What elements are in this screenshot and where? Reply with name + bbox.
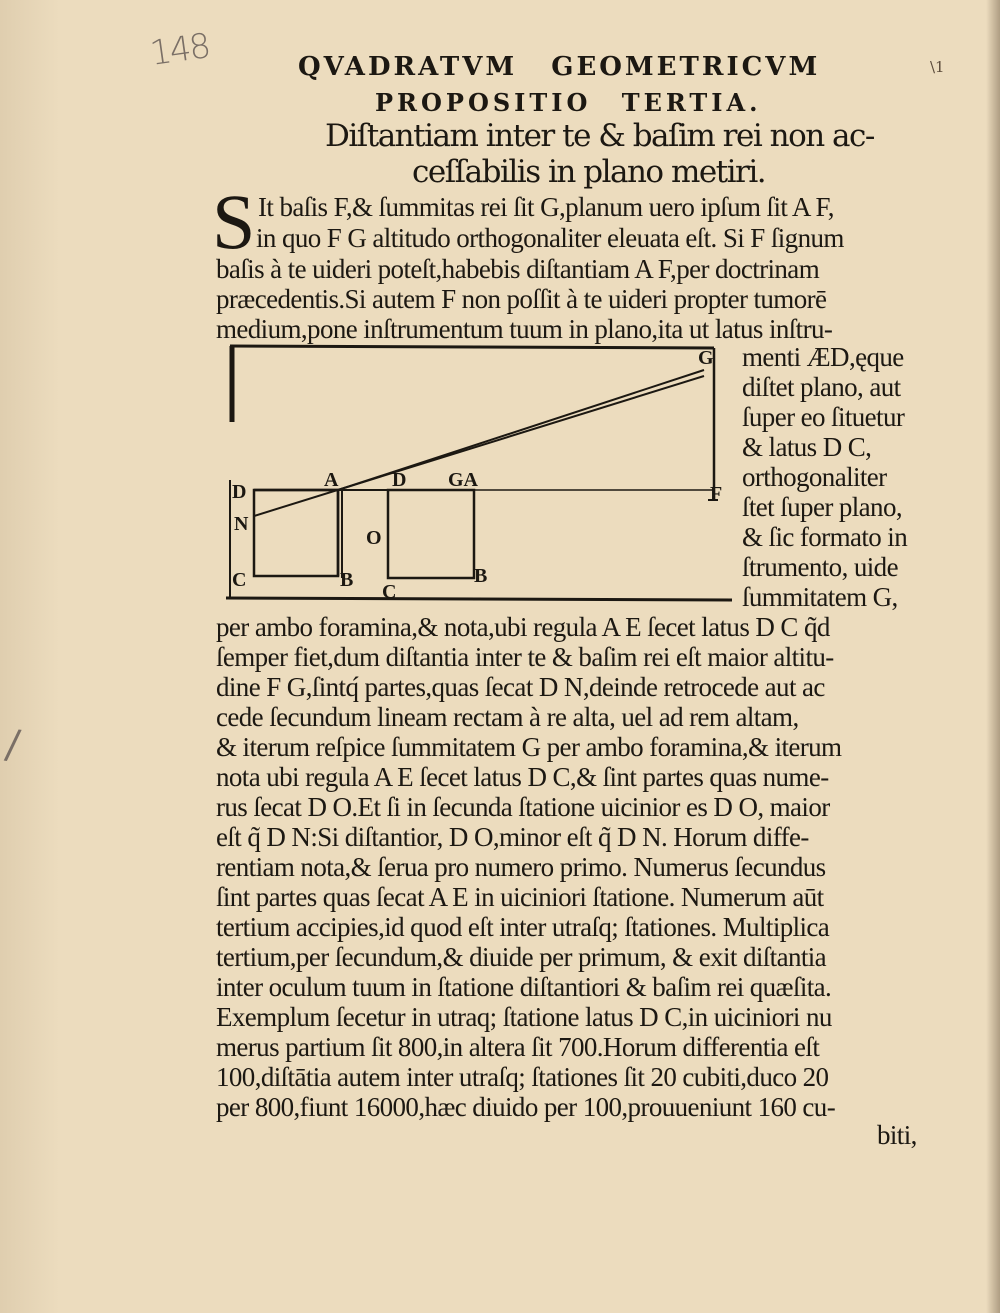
body-line: dine F G,ſintq́ partes,quas ſecat D N,deinde retrocede aut ac bbox=[216, 672, 825, 702]
intro-line: in quo F G altitudo orthogonaliter eleuata eſt. Si F ſignum bbox=[256, 223, 844, 253]
running-head: QVADRATVM GEOMETRICVM bbox=[298, 52, 821, 82]
geometric-figure bbox=[218, 340, 738, 608]
label-f: F bbox=[710, 483, 723, 505]
body-line: tertium,per ſecundum,& diuide per primum, & exit diſtantia bbox=[216, 942, 827, 972]
side-line: & ſic formato in bbox=[742, 522, 908, 552]
instrument-right bbox=[388, 490, 474, 578]
label-n: N bbox=[234, 513, 249, 535]
label-a: A bbox=[324, 469, 339, 491]
body-line: cede ſecundum lineam rectam à re alta, uel ad rem altam, bbox=[216, 702, 799, 732]
body-line: per 800,fiunt 16000,hæc diuido per 100,prouueniunt 160 cu- bbox=[216, 1092, 836, 1122]
proposition-title: PROPOSITIO TERTIA. bbox=[375, 88, 762, 117]
side-line: ſummitatem G, bbox=[742, 582, 898, 612]
body-line: & iterum reſpice ſummitatem G per ambo foramina,& iterum bbox=[216, 732, 842, 762]
side-line: ſtrumento, uide bbox=[742, 552, 898, 582]
drop-cap: S bbox=[212, 178, 256, 265]
label-o: O bbox=[366, 527, 382, 549]
body-line: per ambo foramina,& nota,ubi regula A E ſecet latus D C q̃d bbox=[216, 612, 830, 642]
side-line: ſtet ſuper plano, bbox=[742, 492, 903, 522]
body-line: ſint partes quas ſecat A E in uiciniori ſtatione. Numerum aūt bbox=[216, 882, 824, 912]
ground-line bbox=[226, 598, 732, 600]
top-line bbox=[230, 346, 714, 348]
label-b-left: B bbox=[340, 569, 354, 591]
side-line: ſuper eo ſituetur bbox=[742, 402, 905, 432]
body-line: rentiam nota,& ſerua pro numero primo. Numerus ſecundus bbox=[216, 852, 826, 882]
label-c-mid: C bbox=[382, 581, 397, 603]
heading-line-1: Diſtantiam inter te & baſim rei non ac- bbox=[325, 118, 874, 154]
side-line: & latus D C, bbox=[742, 432, 872, 462]
intro-line: baſis à te uideri poteſt,habebis diſtantiam A F,per doctrinam bbox=[216, 254, 820, 284]
side-line: diſtet plano, aut bbox=[742, 372, 901, 402]
quadrant-diagram bbox=[218, 340, 738, 608]
label-ga: GA bbox=[448, 469, 478, 491]
body-line: ſemper fiet,dum diſtantia inter te & baſim rei eſt maior altitu- bbox=[216, 642, 834, 672]
catchword: biti, bbox=[877, 1120, 917, 1150]
corner-mark: \1 bbox=[930, 58, 945, 76]
intro-line: medium,pone inſtrumentum tuum in plano,ita ut latus inſtru- bbox=[216, 314, 833, 344]
body-line: nota ubi regula A E ſecet latus D C,& ſint partes quas nume- bbox=[216, 762, 829, 792]
intro-line: It baſis F,& ſummitas rei ſit G,planum uero ipſum ſit A F, bbox=[258, 192, 834, 222]
intro-line: præcedentis.Si autem F non poſſit à te uideri propter tumorē bbox=[216, 284, 827, 314]
body-line: merus partium ſit 800,in altera ſit 700.Horum differentia eſt bbox=[216, 1032, 820, 1062]
label-d-mid: D bbox=[392, 469, 407, 491]
label-b-right: B bbox=[474, 565, 488, 587]
label-c-left: C bbox=[232, 569, 247, 591]
body-line: inter oculum tuum in ſtatione diſtantiori & baſim rei quæſita. bbox=[216, 972, 832, 1002]
body-line: eſt q̃ D N:Si diſtantior, D O,minor eſt q̃ D N. Horum diffe- bbox=[216, 822, 809, 852]
label-d-left: D bbox=[232, 481, 247, 503]
body-line: Exemplum ſecetur in utraq; ſtatione latus D C,in uiciniori nu bbox=[216, 1002, 832, 1032]
side-line: menti ÆD,ęque bbox=[742, 342, 904, 372]
folio-number-handwritten: 148 bbox=[147, 26, 212, 74]
heading-line-2: ceſſabilis in plano metiri. bbox=[412, 154, 766, 190]
body-line: rus ſecat D O.Et ſi in ſecunda ſtatione uicinior es D O, maior bbox=[216, 792, 830, 822]
sight-line-near bbox=[254, 376, 704, 516]
side-line: orthogonaliter bbox=[742, 462, 887, 492]
label-g: G bbox=[698, 347, 714, 369]
body-line: tertium accipies,id quod eſt inter utraſq; ſtationes. Multiplica bbox=[216, 912, 830, 942]
margin-pencil-mark: / bbox=[2, 721, 23, 769]
body-line: 100,diſtātia autem inter utraſq; ſtationes ſit 20 cubiti,duco 20 bbox=[216, 1062, 829, 1092]
